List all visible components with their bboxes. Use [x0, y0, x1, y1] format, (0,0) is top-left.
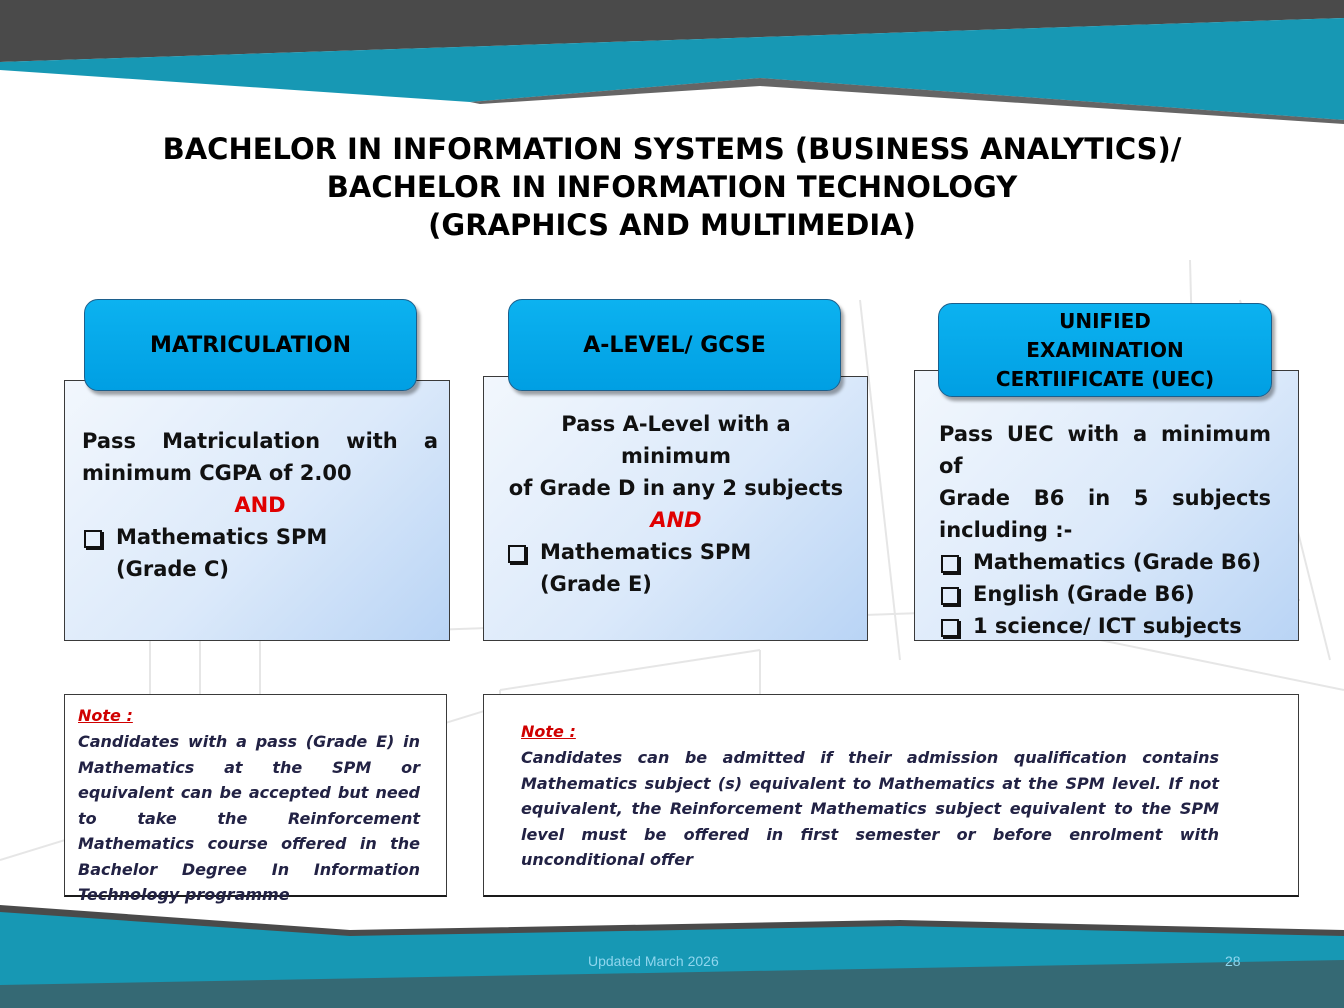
uec-bullet-3-text: 1 science/ ICT subjects	[973, 614, 1242, 638]
uec-line-1: Pass UEC with a minimum of	[939, 422, 1271, 478]
alevel-heading	[508, 299, 841, 391]
matriculation-bullet	[82, 521, 438, 585]
alevel-line-1: Pass A-Level with a minimum	[561, 412, 791, 468]
uec-bullet-3	[939, 610, 1271, 642]
checkbox-bullet-icon	[84, 530, 102, 548]
note-1-text: Candidates with a pass (Grade E) in Mathematics at the SPM or equivalent can be accepted but need to take the Reinforcement Mathematics course offered in the Bachelor Degree In Information Technology programme	[78, 732, 420, 904]
uec-bullet-2	[939, 578, 1271, 610]
note-1-label: Note :	[78, 706, 133, 725]
title-line-2: BACHELOR IN INFORMATION TECHNOLOGY	[326, 170, 1018, 204]
matriculation-heading-label: MATRICULATION	[150, 332, 351, 358]
matriculation-bullet-line-2: (Grade C)	[116, 557, 229, 581]
uec-bullet-2-text: English (Grade B6)	[973, 582, 1195, 606]
alevel-bullet-line-1: Mathematics SPM	[540, 540, 752, 564]
note-box-1	[64, 694, 447, 904]
checkbox-bullet-icon	[941, 587, 959, 605]
uec-heading-line-3: CERTIIFICATE (UEC)	[995, 366, 1215, 391]
uec-heading	[938, 303, 1272, 397]
title-line-3: (GRAPHICS AND MULTIMEDIA)	[428, 208, 916, 242]
matriculation-line-1: Pass Matriculation with a	[82, 429, 438, 453]
page-number: 28	[1225, 953, 1241, 969]
footer-updated: Updated March 2026	[588, 953, 719, 969]
alevel-line-2: of Grade D in any 2 subjects	[508, 476, 844, 500]
alevel-bullet	[506, 536, 846, 600]
checkbox-bullet-icon	[941, 619, 959, 637]
note-2-text: Candidates can be admitted if their admission qualification contains Mathematics subject (s) equivalent to Mathematics at the SPM level. If not equivalent, the Reinforcement Mathematics subject equivalent to the SPM level must be offered in first semester or before enrolment with unconditional offer	[521, 748, 1219, 869]
matriculation-bullet-line-1: Mathematics SPM	[116, 525, 328, 549]
title-line-1: BACHELOR IN INFORMATION SYSTEMS (BUSINESS ANALYTICS)/	[162, 132, 1182, 166]
note-box-2	[483, 694, 1299, 897]
checkbox-bullet-icon	[508, 545, 526, 563]
checkbox-bullet-icon	[941, 555, 959, 573]
note-2-label: Note :	[521, 722, 576, 741]
alevel-content	[506, 408, 846, 600]
uec-bullet-1-text: Mathematics (Grade B6)	[973, 550, 1262, 574]
alevel-bullet-line-2: (Grade E)	[540, 572, 652, 596]
matriculation-line-2: minimum CGPA of 2.00	[82, 461, 352, 485]
matriculation-heading	[84, 299, 417, 391]
alevel-heading-label: A-LEVEL/ GCSE	[583, 332, 766, 358]
uec-heading-line-1: UNIFIED	[1059, 308, 1151, 333]
uec-content	[939, 418, 1271, 642]
uec-line-3: including :-	[939, 518, 1073, 542]
page-title	[40, 130, 1304, 244]
matriculation-and: AND	[234, 493, 286, 517]
uec-bullet-1	[939, 546, 1271, 578]
uec-line-2: Grade B6 in 5 subjects	[939, 486, 1271, 510]
alevel-and: AND	[650, 508, 702, 532]
uec-heading-line-2: EXAMINATION	[1026, 337, 1184, 362]
matriculation-content	[82, 425, 438, 585]
